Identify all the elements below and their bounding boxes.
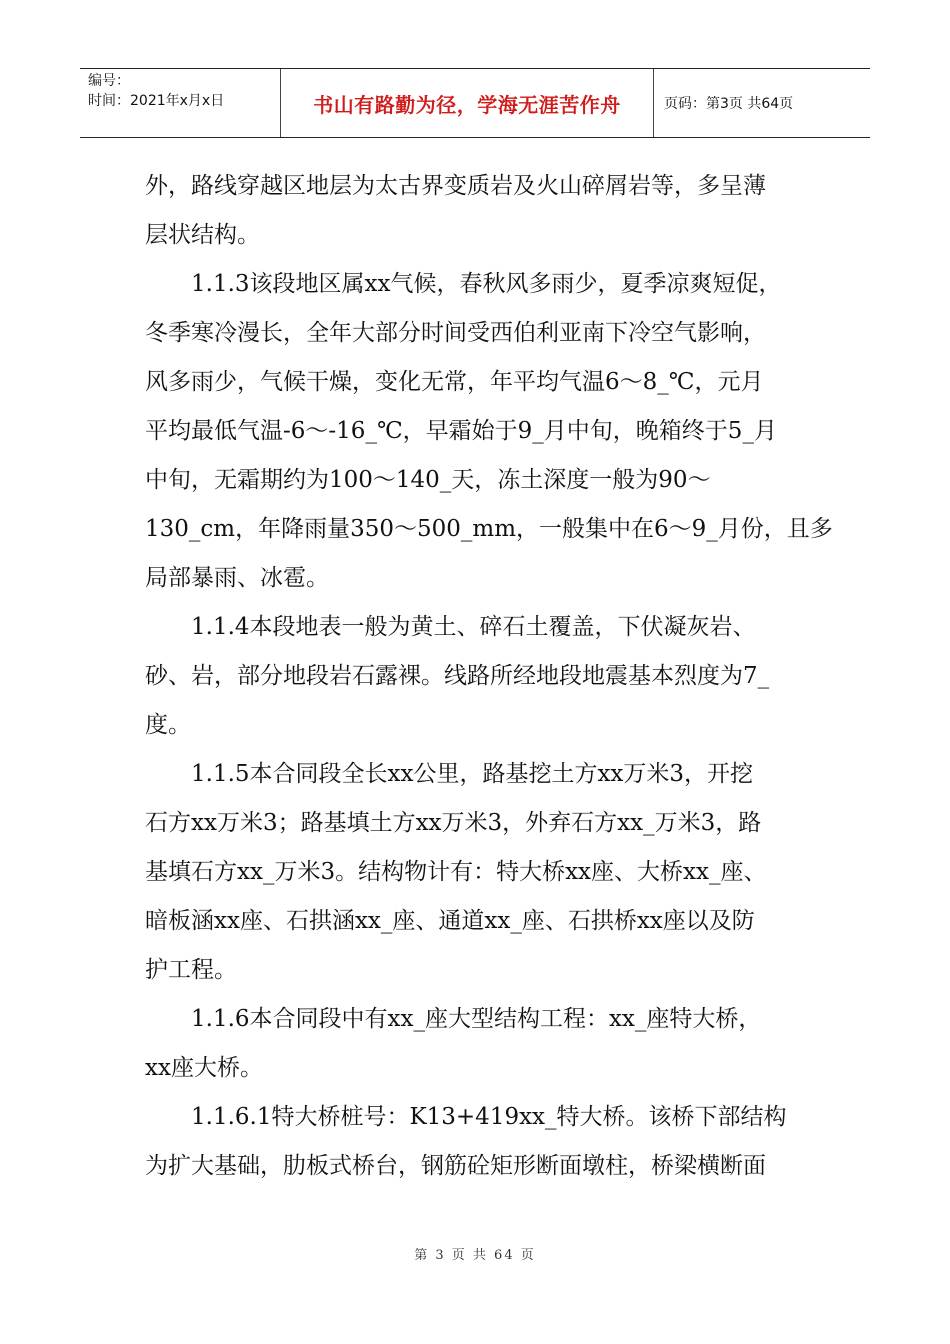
text-line: 石方xx万米3；路基填土方xx万米3，外弃石方xx_万米3，路 (145, 810, 762, 836)
text-line: 130_cm，年降雨量350～500_mm，一般集中在6～9_月份，且多 (145, 516, 833, 542)
page-header (80, 68, 870, 138)
text-line: 局部暴雨、冰雹。 (145, 565, 329, 591)
text-line: 暗板涵xx座、石拱涵xx_座、通道xx_座、石拱桥xx座以及防 (145, 908, 755, 934)
text-line: 外，路线穿越区地层为太古界变质岩及火山碎屑岩等，多呈薄 (145, 173, 766, 199)
header-motto-cell (280, 69, 654, 137)
text-line: 护工程。 (145, 957, 237, 983)
document-date: 时间：2021年x月x日 (88, 93, 225, 109)
text-line: 1.1.6本合同段中有xx_座大型结构工程：xx_座特大桥， (191, 1006, 762, 1032)
text-line: 1.1.6.1特大桥桩号：K13+419xx_特大桥。该桥下部结构 (191, 1104, 787, 1130)
page-footer: 第 3 页 共 64 页 (414, 1248, 536, 1263)
text-line: 基填石方xx_万米3。结构物计有：特大桥xx座、大桥xx_座、 (145, 859, 767, 885)
document-body (145, 162, 835, 1191)
text-line: 风多雨少，气候干燥，变化无常，年平均气温6～8_℃，元月 (145, 369, 764, 395)
header-meta-cell (80, 69, 280, 137)
text-line: 度。 (145, 712, 191, 738)
text-line: 砂、岩，部分地段岩石露裸。线路所经地段地震基本烈度为7_ (145, 663, 770, 689)
text-line: 中旬，无霜期约为100～140_天，冻土深度一般为90～ (145, 467, 711, 493)
text-line: 层状结构。 (145, 222, 260, 248)
document-number-label: 编号： (88, 73, 130, 89)
text-line: 冬季寒冷漫长，全年大部分时间受西伯利亚南下冷空气影响， (145, 320, 766, 346)
text-line: 为扩大基础，肋板式桥台，钢筋砼矩形断面墩柱，桥梁横断面 (145, 1153, 766, 1179)
text-line: xx座大桥。 (145, 1055, 263, 1081)
header-motto: 书山有路勤为径，学海无涯苦作舟 (313, 92, 621, 117)
text-line: 1.1.4本段地表一般为黄土、碎石土覆盖，下伏凝灰岩、 (191, 614, 756, 640)
header-page-info: 页码：第3页 共64页 (664, 96, 794, 112)
text-line: 1.1.3该段地区属xx气候，春秋风多雨少，夏季凉爽短促， (191, 271, 782, 297)
text-line: 平均最低气温-6～-16_℃，早霜始于9_月中旬，晚箱终于5_月 (145, 418, 777, 444)
header-page-cell (654, 69, 870, 137)
text-line: 1.1.5本合同段全长xx公里，路基挖土方xx万米3，开挖 (191, 761, 754, 787)
